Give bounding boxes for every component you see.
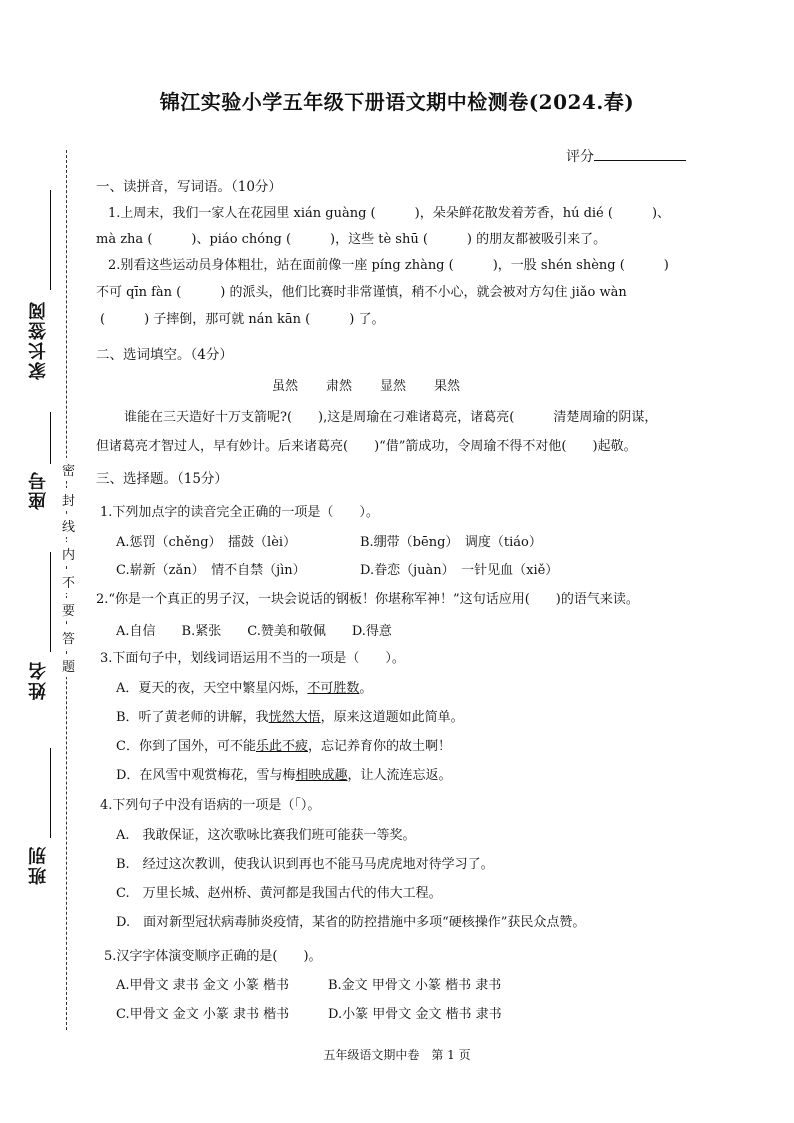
q1-stem: 1.下列加点字的读音完全正确的一项是（ ）。	[100, 505, 379, 520]
q3-option-c: C．你到了国外，可不能乐此不疲，忘记养育你的故土啊！	[116, 739, 451, 754]
q2-stem: 2.“你是一个真正的男子汉，一块会说话的钢板！你堪称军神！”这句话应用( )的语气来读。	[96, 592, 639, 607]
q5-option-b: B.金文 甲骨文 小篆 楷书 隶书	[328, 978, 502, 993]
word-choice: 显然	[380, 379, 407, 394]
page-footer: 五年级语文期中卷 第 1 页	[323, 1048, 471, 1062]
q4-option-c: C. 万里长城、赵州桥、黄河都是我国古代的伟大工程。	[116, 886, 442, 901]
seal-char: 内	[62, 542, 75, 565]
word-choice: 肃然	[326, 379, 353, 394]
seat-number-blank[interactable]	[50, 412, 51, 464]
q3-stem: 3.下面句子中，划线词语运用不当的一项是（ ）。	[100, 651, 405, 666]
sec2-line: 但诸葛亮才智过人，早有妙计。后来诸葛亮( )“借”箭成功，令周瑜不得不对他( )起敬。	[96, 439, 637, 454]
q3-option-a: A．夏天的夜，天空中繁星闪烁，不可胜数。	[116, 681, 373, 696]
q5-option-c: C.甲骨文 金文 小篆 隶书 楷书	[116, 1007, 290, 1022]
q4-option-a: A. 我敢保证，这次歌咏比赛我们班可能获一等奖。	[116, 828, 416, 843]
q4-option-d: D. 面对新型冠状病毒肺炎疫情，某省的防控措施中多项“硬核操作”获民众点赞。	[116, 915, 586, 930]
score-blank[interactable]	[594, 148, 686, 161]
seal-char: 封	[62, 488, 75, 511]
section-2-heading: 二、选词填空。（4分）	[96, 347, 233, 363]
section-1-heading: 一、读拼音，写词语。（10分）	[96, 179, 282, 195]
q5-stem: 5.汉字字体演变顺序正确的是( )。	[104, 949, 322, 964]
class-label: 班别	[28, 845, 49, 885]
parent-signature-label: 家长签阅	[28, 300, 49, 380]
seal-char: 要	[62, 598, 75, 621]
page-title: 锦江实验小学五年级下册语文期中检测卷(2024.春)	[159, 90, 635, 114]
underlined-word: 乐此不疲	[255, 739, 308, 754]
sec1-line: 不可 qīn fàn ( ) 的派头，他们比赛时非常谨慎，稍不小心，就会被对方勾住 jiǎo wàn	[96, 285, 627, 300]
q3-option-b: B．听了黄老师的讲解，我恍然大悟，原来这道题如此简单。	[116, 710, 464, 725]
underlined-word: 相映成趣	[295, 768, 348, 783]
q5-option-a: A.甲骨文 隶书 金文 小篆 楷书	[116, 978, 290, 993]
seal-char: 答	[62, 626, 75, 649]
word-choice: 果然	[434, 379, 461, 394]
sec1-line: ( ) 子摔倒，那可就 nán kān ( ) 了。	[100, 312, 385, 327]
score-field	[566, 146, 686, 166]
underlined-word: 不可胜数	[307, 681, 360, 696]
name-blank[interactable]	[50, 552, 51, 652]
section-3-heading: 三、选择题。（15分）	[96, 471, 228, 487]
sec1-line: 1.上周末，我们一家人在花园里 xián guàng ( )，朵朵鲜花散发着芳香，hú dié ( )、	[108, 206, 671, 221]
q3-option-d: D．在风雪中观赏梅花，雪与梅相映成趣，让人流连忘返。	[116, 768, 452, 783]
word-choice: 虽然	[272, 379, 299, 394]
name-label: 姓名	[28, 660, 49, 700]
sec1-line: mà zha ( )、piáo chóng ( )，这些 tè shū ( ) 的朋友都被吸引来了。	[96, 232, 607, 247]
q1-option-a: A.惩罚（chěng） 擂鼓（lèi）	[116, 535, 297, 550]
q1-option-b: B.绷带（bēng） 调度（tiáo）	[360, 535, 542, 550]
sec1-line: 2.别看这些运动员身体粗壮，站在面前像一座 píng zhàng ( )，一股 shén shèng ( )	[108, 258, 669, 273]
q2-options: A.自信 B.紧张 C.赞美和敬佩 D.得意	[116, 624, 392, 639]
q1-option-c: C.崭新（zǎn） 情不自禁（jìn）	[116, 563, 306, 578]
q4-option-b: B. 经过这次教训，使我认识到再也不能马马虎虎地对待学习了。	[116, 857, 494, 872]
seal-char: 题	[62, 654, 75, 677]
underlined-word: 恍然大悟	[268, 710, 321, 725]
q1-option-d: D.眷恋（juàn） 一针见血（xiě）	[360, 563, 559, 578]
seat-number-label: 座号	[28, 470, 49, 510]
score-label: 评分	[566, 149, 594, 165]
seal-char: 不	[62, 570, 75, 593]
seal-char: 密	[62, 458, 75, 481]
seal-char: 线	[62, 514, 75, 537]
q5-option-d: D.小篆 甲骨文 金文 楷书 隶书	[328, 1007, 502, 1022]
word-choices	[258, 378, 474, 396]
class-blank[interactable]	[50, 748, 51, 838]
q4-stem: 4.下列句子中没有语病的一项是（「）。	[100, 798, 321, 813]
parent-signature-blank[interactable]	[50, 190, 51, 290]
sec2-line: 谁能在三天造好十万支箭呢?( ),这是周瑜在刁难诸葛亮，诸葛亮( 清楚周瑜的阴谋，	[124, 410, 658, 425]
